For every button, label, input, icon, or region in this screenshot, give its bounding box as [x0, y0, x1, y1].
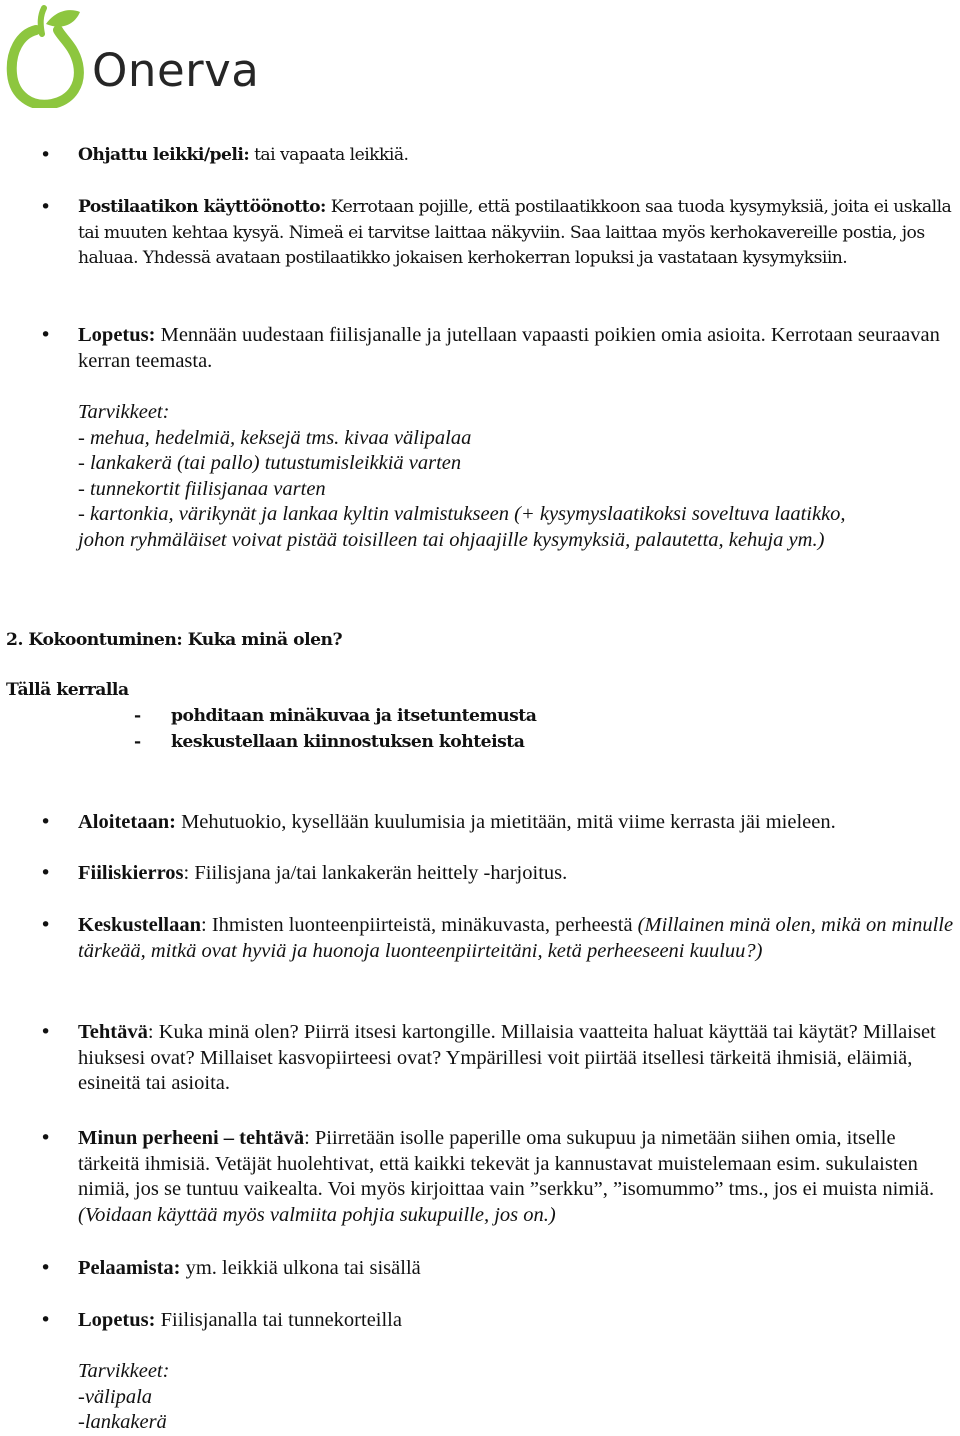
- activity-list-2c: [0, 913, 960, 964]
- supplies-block-1: [78, 400, 954, 553]
- item-label: Aloitetaan:: [78, 811, 176, 833]
- item-text: Mennään uudestaan fiilisjanalle ja jutellaan vapaasti poikien omia asioita. Kerrotaan seuraavan kerran teemasta.: [78, 324, 940, 372]
- onerva-logo: [6, 4, 86, 112]
- item-italic: (Voidaan käyttää myös valmiita pohjia sukupuille, jos on.): [78, 1203, 556, 1226]
- logo-wordmark: Onerva: [92, 44, 260, 97]
- item-label: Tehtävä: [78, 1021, 148, 1043]
- list-item: [0, 323, 960, 374]
- supplies-title: Tarvikkeet:: [78, 1360, 170, 1382]
- list-item: [0, 810, 960, 836]
- activity-list-2f: [0, 1256, 960, 1282]
- list-item: [0, 143, 960, 169]
- item-text: : Ihmisten luonteenpiirteistä, minäkuvasta, perheestä: [201, 914, 638, 936]
- activity-list-1b: [0, 195, 960, 272]
- goal-text: keskustellaan kiinnostuksen kohteista: [171, 732, 525, 752]
- list-item: [0, 195, 960, 272]
- item-label: Postilaatikon käyttöönotto:: [78, 197, 326, 217]
- item-label: Ohjattu leikki/peli:: [78, 145, 250, 165]
- item-label: Lopetus:: [78, 324, 156, 346]
- item-text: tai vapaata leikkiä.: [249, 145, 409, 165]
- goal-dash: -: [134, 706, 141, 726]
- item-text: : Kuka minä olen? Piirrä itsesi kartongille. Millaisia vaatteita haluat käyttää tai käytät? Millaiset hiuksesi ovat? Millaiset kasvopiirteesi ovat? Ympärillesi voit piirtää itsellesi tärkeitä ihmisiä, eläimiä, esineitä tai asioita.: [78, 1021, 936, 1094]
- item-text: Fiilisjanalla tai tunnekorteilla: [155, 1309, 402, 1331]
- list-item: [0, 1256, 960, 1282]
- activity-list-2g: [0, 1308, 960, 1334]
- supplies-line: - lankakerä (tai pallo) tutustumisleikkiä varten: [78, 452, 462, 474]
- list-item: [0, 913, 960, 964]
- supplies-title: Tarvikkeet:: [78, 401, 170, 423]
- goal-dash: -: [134, 732, 141, 752]
- supplies-line: -välipala: [78, 1385, 153, 1408]
- item-text: : Fiilisjana ja/tai lankakerän heittely -harjoitus.: [183, 862, 568, 884]
- goal-item: [134, 732, 525, 752]
- list-item: [0, 1308, 960, 1334]
- supplies-line: johon ryhmäläiset voivat pistää toisilleen tai ohjaajille kysymyksiä, palautetta, kehuja ym.): [78, 528, 825, 551]
- supplies-line: - kartonkia, värikynät ja lankaa kyltin valmistukseen (+ kysymyslaatikoksi soveltuva laatikko,: [78, 503, 846, 525]
- item-label: Pelaamista:: [78, 1257, 181, 1279]
- item-label: Minun perheeni – tehtävä: [78, 1127, 305, 1149]
- list-item: [0, 1126, 960, 1228]
- activity-list-2a: [0, 810, 960, 836]
- goal-item: [134, 706, 537, 726]
- list-item: [0, 861, 960, 887]
- item-label: Fiiliskierros: [78, 862, 184, 884]
- activity-list-1: [0, 143, 960, 169]
- activity-list-2d: [0, 1020, 960, 1097]
- activity-list-2e: [0, 1126, 960, 1228]
- supplies-line: - mehua, hedelmiä, keksejä tms. kivaa välipalaa: [78, 426, 472, 449]
- item-label: Keskustellaan: [78, 914, 202, 936]
- activity-list-2b: [0, 861, 960, 887]
- item-text: : Piirretään isolle paperille oma sukupuu ja nimetään siihen omia, itselle tärkeitä ihmisiä. Vetäjät huolehtivat, että kaikki tekevät ja kannustavat muistelemaan esim. sukulaisten nimiä, jos se tuntuu vaikealta. Voi myös kirjoittaa vain ”serkku”, ”isomummo” tms., jos ei muista nimiä.: [78, 1127, 935, 1200]
- section-intro: Tällä kerralla: [6, 680, 129, 700]
- activity-list-1c: [0, 323, 960, 374]
- pear-logo-icon: [6, 4, 86, 108]
- section-heading: 2. Kokoontuminen: Kuka minä olen?: [6, 630, 343, 650]
- supplies-line: -lankakerä: [78, 1411, 167, 1433]
- goal-text: pohditaan minäkuvaa ja itsetuntemusta: [171, 706, 537, 726]
- item-label: Lopetus:: [78, 1309, 156, 1331]
- list-item: [0, 1020, 960, 1097]
- item-text: Kerrotaan pojille, että postilaatikkoon saa tuoda kysymyksiä, joita ei uskalla tai muuten kehtaa kysyä. Nimeä ei tarvitse laittaa näkyviin. Saa laittaa myös kerhokavereille postia, jos haluaa. Yhdessä avataan postilaatikko jokaisen kerhokerran lopuksi ja vastataan kysymyksiin.: [78, 197, 952, 268]
- supplies-block-2: [78, 1359, 954, 1436]
- item-text: Mehutuokio, kysellään kuulumisia ja mietitään, mitä viime kerrasta jäi mieleen.: [175, 811, 836, 833]
- item-text: ym. leikkiä ulkona tai sisällä: [180, 1257, 421, 1279]
- supplies-line: - tunnekortit fiilisjanaa varten: [78, 477, 326, 500]
- item-italic: (Millainen minä olen, mikä on minulle tärkeää, mitkä ovat hyviä ja huonoja luonteenpiirteitäni, ketä perheeseeni kuuluu?): [78, 914, 954, 962]
